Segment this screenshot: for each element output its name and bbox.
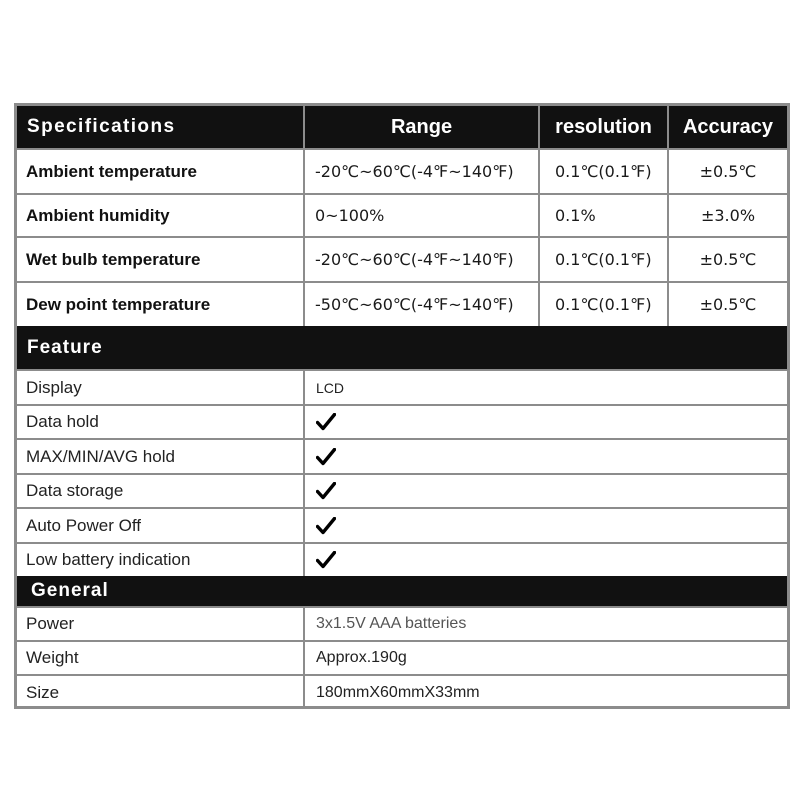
feature-label: Data hold bbox=[26, 412, 99, 431]
general-label: Power bbox=[26, 614, 75, 633]
spec-resolution: 0.1℃(0.1℉) bbox=[538, 150, 667, 193]
spec-name: Ambient humidity bbox=[26, 205, 170, 225]
feature-value bbox=[303, 509, 787, 542]
spec-header-specifications: Specifications bbox=[27, 116, 176, 137]
spec-accuracy: ±0.5℃ bbox=[667, 150, 787, 193]
spec-range: -50℃~60℃(-4℉~140℉) bbox=[303, 283, 538, 326]
feature-row-data-hold bbox=[17, 404, 787, 438]
general-label: Size bbox=[26, 682, 60, 702]
spec-header-resolution: resolution bbox=[538, 106, 667, 148]
spec-name: Dew point temperature bbox=[26, 294, 211, 314]
checkmark-icon bbox=[316, 413, 336, 431]
general-row-size bbox=[17, 674, 787, 709]
checkmark-icon bbox=[316, 517, 336, 535]
spec-name: Wet bulb temperature bbox=[26, 249, 201, 269]
checkmark-icon bbox=[316, 448, 336, 466]
general-value: 3x1.5V AAA batteries bbox=[303, 608, 787, 640]
general-value: 180mmX60mmX33mm bbox=[303, 676, 787, 709]
feature-value bbox=[303, 544, 787, 576]
spec-range: -20℃~60℃(-4℉~140℉) bbox=[303, 238, 538, 281]
feature-value bbox=[303, 440, 787, 473]
spec-header-row bbox=[17, 106, 787, 148]
spec-name: Ambient temperature bbox=[26, 161, 197, 181]
spec-range: -20℃~60℃(-4℉~140℉) bbox=[303, 150, 538, 193]
spec-range: 0~100% bbox=[303, 195, 538, 236]
feature-row-low-battery-indication bbox=[17, 542, 787, 576]
spec-header-range: Range bbox=[303, 106, 538, 148]
general-title: General bbox=[31, 580, 109, 601]
spec-resolution: 0.1% bbox=[538, 195, 667, 236]
feature-section-header bbox=[17, 326, 787, 369]
spec-resolution: 0.1℃(0.1℉) bbox=[538, 283, 667, 326]
spec-row-wet-bulb-temperature bbox=[17, 236, 787, 281]
spec-row-ambient-humidity bbox=[17, 193, 787, 236]
checkmark-icon bbox=[316, 482, 336, 500]
feature-value: LCD bbox=[303, 371, 787, 404]
feature-row-max-min-avg-hold bbox=[17, 438, 787, 473]
checkmark-icon bbox=[316, 551, 336, 569]
feature-row-display bbox=[17, 369, 787, 404]
feature-value bbox=[303, 406, 787, 438]
general-row-power bbox=[17, 606, 787, 640]
feature-row-data-storage bbox=[17, 473, 787, 507]
feature-label: Data storage bbox=[26, 481, 124, 500]
feature-label: MAX/MIN/AVG hold bbox=[26, 446, 175, 466]
spec-resolution: 0.1℃(0.1℉) bbox=[538, 238, 667, 281]
feature-value bbox=[303, 475, 787, 507]
general-section-header bbox=[17, 576, 787, 606]
spec-sheet bbox=[14, 103, 790, 709]
spec-accuracy: ±3.0% bbox=[667, 195, 787, 236]
feature-label: Display bbox=[26, 377, 82, 397]
feature-row-auto-power-off bbox=[17, 507, 787, 542]
feature-label: Low battery indication bbox=[26, 550, 191, 569]
spec-header-accuracy: Accuracy bbox=[667, 106, 787, 148]
feature-label: Auto Power Off bbox=[26, 515, 141, 535]
spec-accuracy: ±0.5℃ bbox=[667, 238, 787, 281]
general-row-weight bbox=[17, 640, 787, 674]
feature-title: Feature bbox=[27, 336, 103, 358]
spec-row-dew-point-temperature bbox=[17, 281, 787, 326]
spec-accuracy: ±0.5℃ bbox=[667, 283, 787, 326]
spec-row-ambient-temperature bbox=[17, 148, 787, 193]
general-label: Weight bbox=[26, 648, 79, 667]
general-value: Approx.190g bbox=[303, 642, 787, 674]
